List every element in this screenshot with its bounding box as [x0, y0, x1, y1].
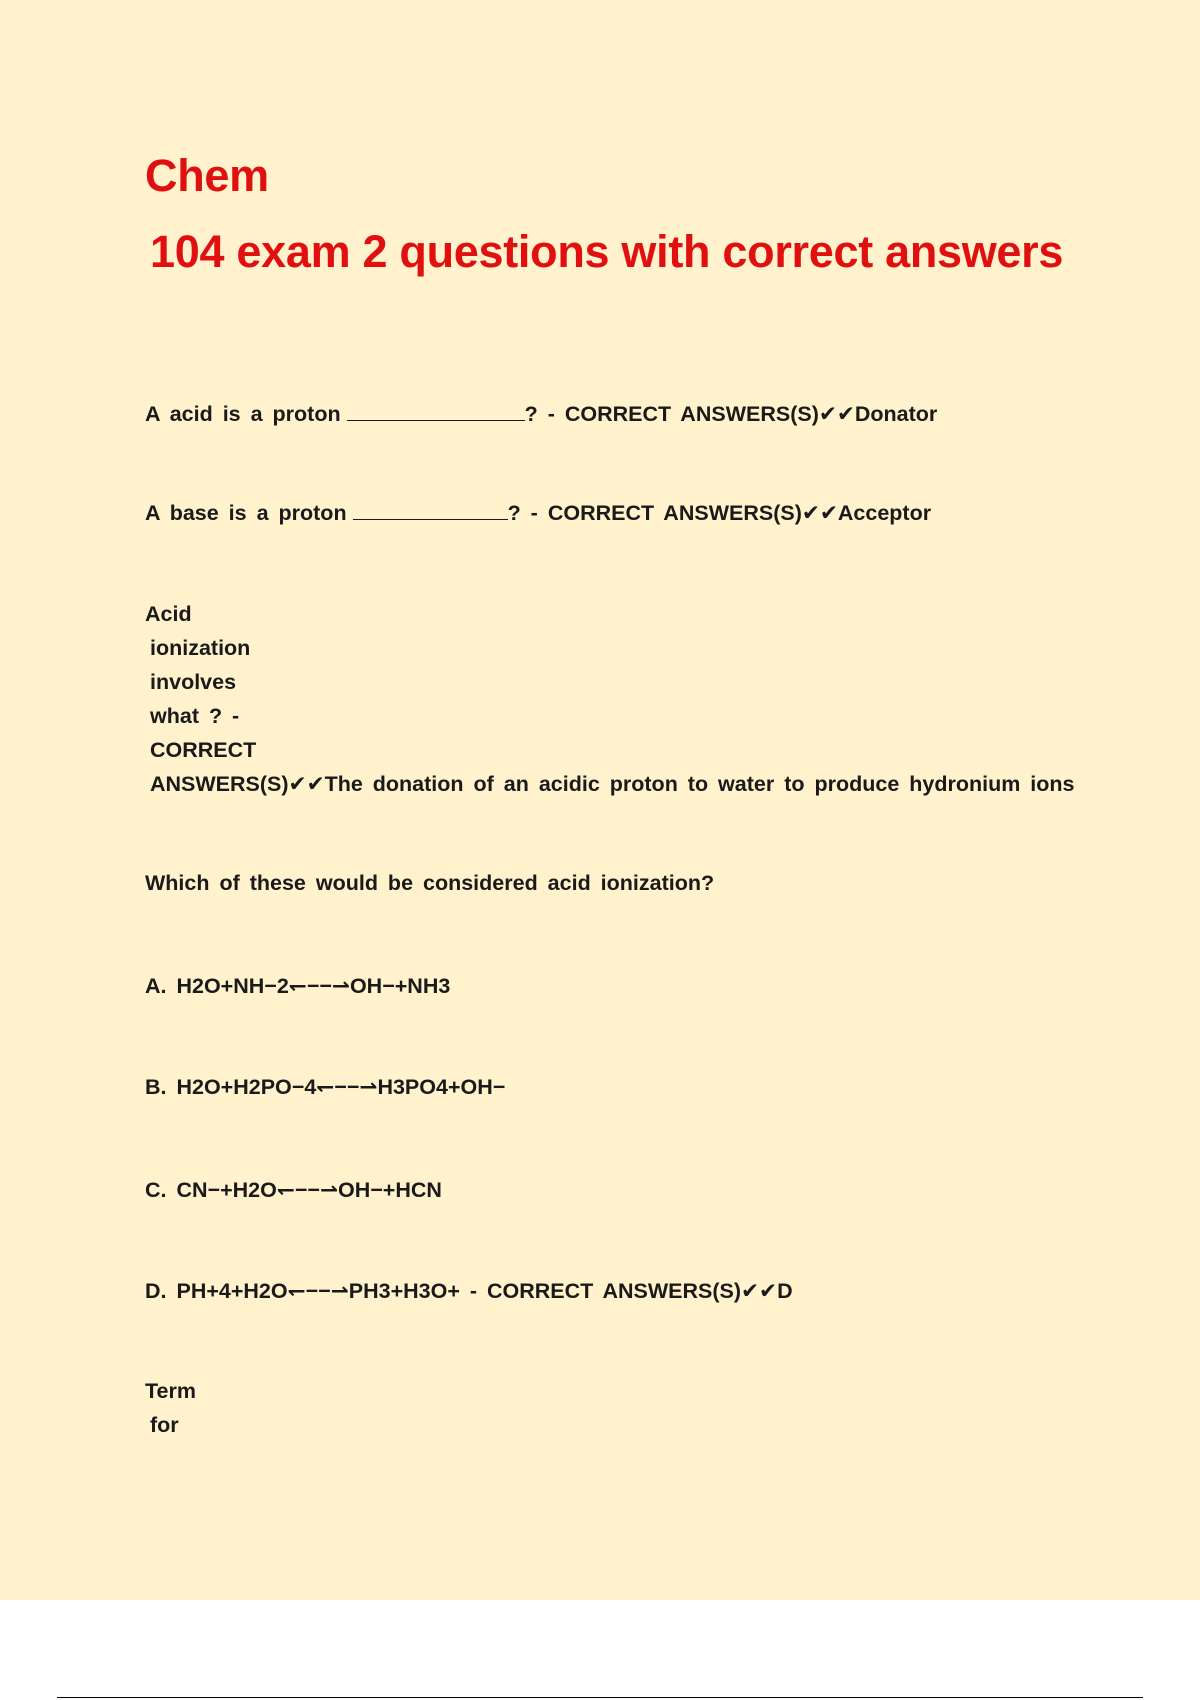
question-which-acid-ionization: Which of these would be considered acid ionization?	[145, 871, 715, 895]
question-text: A base is a proton	[145, 501, 347, 525]
question-acid-ionization-line: CORRECT	[150, 738, 257, 762]
option-c: C. CN−+H2O↽−−⇀OH−+HCN	[145, 1178, 442, 1202]
option-d-answer: D. PH+4+H2O↽−−⇀PH3+H3O+ - CORRECT ANSWERS(S)✔✔D	[145, 1279, 793, 1303]
question-base-proton	[145, 501, 931, 526]
question-acid-ionization-line: involves	[150, 670, 237, 694]
answer-text: ? - CORRECT ANSWERS(S)✔✔Donator	[524, 402, 938, 426]
answer-text: ? - CORRECT ANSWERS(S)✔✔Acceptor	[507, 501, 932, 525]
option-a: A. H2O+NH−2↽−−⇀OH−+NH3	[145, 974, 451, 998]
answer-blank	[353, 519, 508, 520]
answer-acid-ionization: ANSWERS(S)✔✔The donation of an acidic proton to water to produce hydronium ions	[150, 772, 1075, 796]
title-line-1: Chem	[145, 150, 269, 201]
footer-divider	[57, 1697, 1143, 1698]
question-text: A acid is a proton	[145, 402, 341, 426]
answer-blank	[347, 420, 525, 421]
question-term-line: Term	[145, 1379, 196, 1403]
title-line-2: 104 exam 2 questions with correct answers	[150, 226, 1064, 277]
question-acid-ionization-line: ionization	[150, 636, 251, 660]
question-acid-ionization-line: what ? -	[150, 704, 240, 728]
question-acid-ionization-line: Acid	[145, 602, 192, 626]
question-acid-proton	[145, 402, 937, 427]
option-b: B. H2O+H2PO−4↽−−⇀H3PO4+OH−	[145, 1075, 506, 1099]
question-term-line: for	[150, 1413, 179, 1437]
